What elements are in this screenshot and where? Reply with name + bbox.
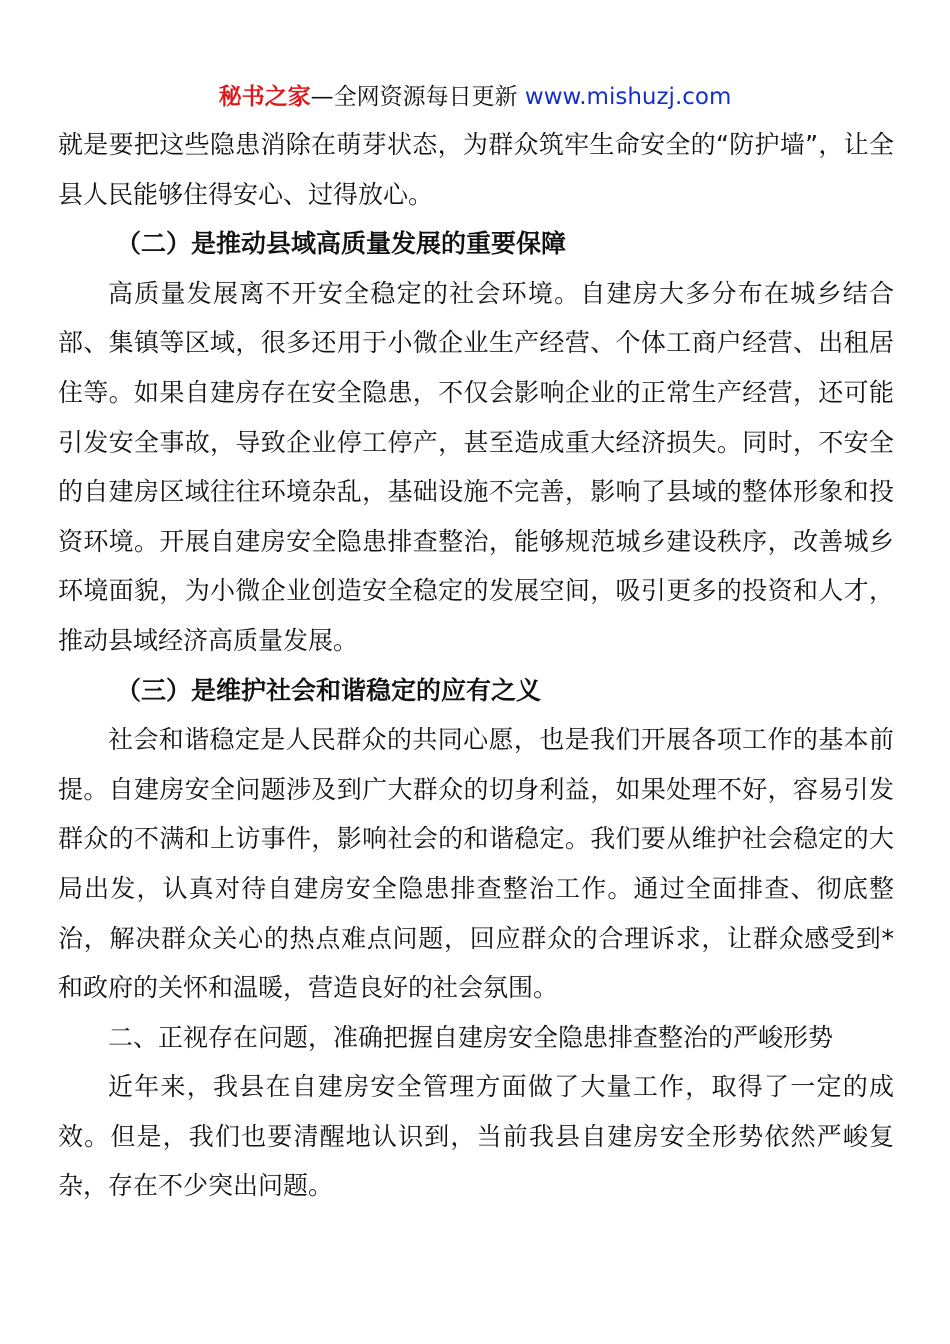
paragraph-continued: 就是要把这些隐患消除在萌芽状态，为群众筑牢生命安全的“防护墙”，让全县人民能够住得安心、过得放心。 [58,130,895,209]
header-brand: 秘书之家 [218,84,311,110]
subheading-three: （三）是维护社会和谐稳定的应有之义 [116,675,542,705]
section-heading-two: 二、正视存在问题，准确把握自建房安全隐患排查整治的严峻形势 [108,1022,834,1052]
subheading-two: （二）是推动县域高质量发展的重要保障 [116,229,567,259]
header-url-link[interactable]: www.mishuzj.com [524,84,732,110]
header-tagline: —全网资源每日更新 [310,84,525,110]
document-body [58,120,894,1211]
paragraph-development: 高质量发展离不开安全稳定的社会环境。自建房大多分布在城乡结合部、集镇等区域，很多还用于小微企业生产经营、个体工商户经营、出租居住等。如果自建房存在安全隐患，不仅会影响企业的正常生产经营，还可能引发安全事故，导致企业停工停产，甚至造成重大经济损失。同时，不安全的自建房区域往往环境杂乱，基础设施不完善，影响了县域的整体形象和投资环境。开展自建房安全隐患排查整治，能够规范城乡建设秩序，改善城乡环境面貌，为小微企业创造安全稳定的发展空间，吸引更多的投资和人才，推动县域经济高质量发展。 [58,278,894,655]
paragraph-situation: 近年来，我县在自建房安全管理方面做了大量工作，取得了一定的成效。但是，我们也要清醒地认识到，当前我县自建房安全形势依然严峻复杂，存在不少突出问题。 [58,1072,894,1201]
page-header [0,82,950,112]
paragraph-stability: 社会和谐稳定是人民群众的共同心愿，也是我们开展各项工作的基本前提。自建房安全问题涉及到广大群众的切身利益，如果处理不好，容易引发群众的不满和上访事件，影响社会的和谐稳定。我们要从维护社会稳定的大局出发，认真对待自建房安全隐患排查整治工作。通过全面排查、彻底整治，解决群众关心的热点难点问题，回应群众的合理诉求，让群众感受到*和政府的关怀和温暖，营造良好的社会氛围。 [58,725,894,1003]
